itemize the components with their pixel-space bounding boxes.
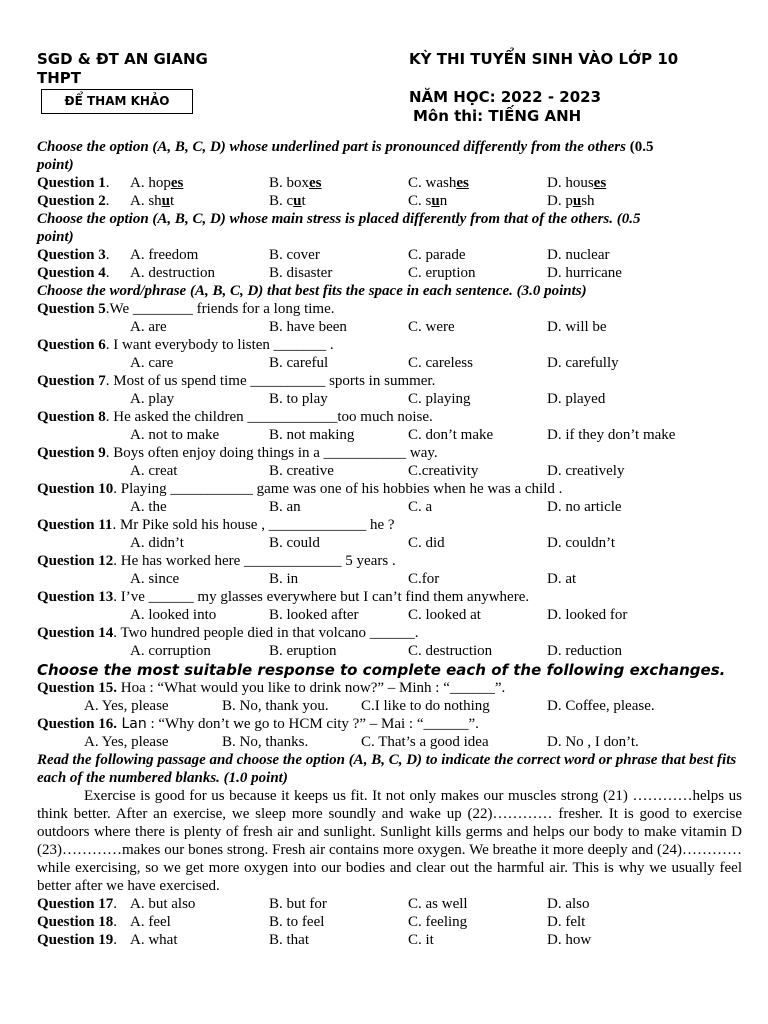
question-label: Question 1 [37,175,106,191]
section-3-instruction: Choose the word/phrase (A, B, C, D) that best fits the space in each sentence. (3.0 points) [37,283,587,299]
question-row [37,498,742,516]
label-separator: . [105,409,114,425]
label-separator: . [113,589,121,605]
question-label: Question 15. [37,680,118,696]
question-label: Question 3 [37,247,106,263]
question-stem [37,444,742,462]
question-row [37,733,742,751]
option-b: B. in [269,571,299,587]
question-label: Question 7 [37,373,106,389]
label-separator: . [105,445,114,461]
department-line: SGD & ĐT AN GIANG [37,50,208,68]
option-c: C. That’s a good idea [361,734,489,750]
option-b: B. creative [269,463,334,479]
question-label: Question 6 [37,337,106,353]
label-separator: . [105,337,114,353]
option-d: D. at [547,571,577,587]
section-1-instruction [37,138,742,174]
question-row: Question 1. A. hopes B. boxes C. washes D. houses [37,175,607,191]
option-c: C. parade [408,247,466,263]
option-a: A. feel [130,914,171,930]
points-unit: point) [37,229,74,245]
instruction-text: Choose the option (A, B, C, D) whose main stress is placed differently from that of the others. (0.5 [37,211,641,227]
question-stem [37,552,742,570]
option-d: D. No , I don’t. [547,734,639,750]
question-row [37,697,742,715]
option-c: C. it [408,932,434,948]
subject: Môn thi: TIẾNG ANH [413,107,582,125]
question-row: Question 3. A. freedom B. cover C. parade D. nuclear [37,247,610,263]
question-row: Question 4. A. destruction B. disaster C. eruption D. hurricane [37,265,622,281]
option-a: A. didn’t [130,535,184,551]
question-text: Boys often enjoy doing things in a ___________ way. [113,445,438,461]
option-b: B. No, thank you. [222,698,329,714]
question-label: Question 11 [37,517,113,533]
question-row [37,426,742,444]
option-a: A. freedom [130,247,199,263]
question-stem [37,336,742,354]
option-b: B. could [269,535,320,551]
option-c: C. did [408,535,445,551]
option-c: C. as well [408,896,468,912]
question-stem [37,300,742,318]
option-a: A. destruction [130,265,215,281]
option-d: D. nuclear [547,247,610,263]
question-row [37,570,742,588]
option-c: C. careless [408,355,473,371]
question-label: Question 5 [37,301,106,317]
option-b: B. cut [269,193,306,209]
option-a: A. what [130,932,178,948]
option-b: B. disaster [269,265,333,281]
label-separator: . [113,625,121,641]
exam-page [37,50,742,949]
option-a: A. Yes, please [84,698,169,714]
option-d: D. carefully [547,355,619,371]
option-d: D. if they don’t make [547,427,676,443]
label-separator: . [105,373,114,389]
option-b: B. careful [269,355,329,371]
option-b: B. cover [269,247,320,263]
option-c: C.I like to do nothing [361,698,490,714]
question-stem [37,624,742,642]
option-a: A. corruption [130,643,211,659]
option-a: A. Yes, please [84,734,169,750]
option-d: D. push [547,193,595,209]
option-a: A. the [130,499,167,515]
speaker-name: Lan [117,716,147,732]
option-d: D. houses [547,175,607,191]
option-d: D. Coffee, please. [547,698,655,714]
question-row: Question 2. A. shut B. cut C. sun D. push [37,193,595,209]
question-stem [37,516,742,534]
question-row [37,354,742,372]
question-row [37,534,742,552]
question-label: Question 10 [37,481,114,497]
question-row [37,462,742,480]
reference-box: ĐỂ THAM KHẢO [41,89,193,114]
option-c: C. were [408,319,455,335]
option-d: D. reduction [547,643,622,659]
option-b: B. eruption [269,643,337,659]
question-label: Question 8 [37,409,106,425]
option-c: C. a [408,499,433,515]
points: (0.5 [629,139,654,155]
option-c: C. feeling [408,914,468,930]
department-name [37,50,208,88]
option-b: B. looked after [269,607,359,623]
section-3-questions [37,300,742,660]
label-separator: . [113,481,121,497]
option-c: C. don’t make [408,427,494,443]
reading-passage: Exercise is good for us because it keeps us fit. It not only makes our muscles strong (21) …………helps us think better. After an exercise, we sleep more soundly and wake up (22)………… fresher. It is good to exercise outdoors where there is plenty of fresh air and sunlight. Sunlight kills germs and helps our body to make vitamin D (23)…………makes our bones strong. Fresh air contains more oxygen. We breathe it more deeply and (24)…………while exercising, so we get more oxygen into our bodies and clear out the harmful air. This is why we usually feel better after we have exercised. [37,788,742,894]
question-row [37,318,742,336]
question-text: He has worked here _____________ 5 years . [120,553,396,569]
question-text: We ________ friends for a long time. [109,301,335,317]
question-label: Question 12 [37,553,114,569]
option-b: B. that [269,932,309,948]
option-b: B. No, thanks. [222,734,309,750]
option-c: C. eruption [408,265,476,281]
question-stem [37,588,742,606]
points-unit: point) [37,157,74,173]
question-row: Question 18. A. feel B. to feel C. feeling D. felt [37,914,586,930]
question-text: I want everybody to listen _______ . [113,337,334,353]
option-a: A. care [130,355,174,371]
question-row [37,606,742,624]
option-d: D. felt [547,914,586,930]
option-d: D. hurricane [547,265,622,281]
question-row: Question 19. A. what B. that C. it D. how [37,932,592,948]
question-row: Question 17. A. but also B. but for C. as well D. also [37,896,590,912]
option-a: A. looked into [130,607,217,623]
option-d: D. no article [547,499,622,515]
question-text: : “Why don’t we go to HCM city ?” – Mai : “______”. [146,716,479,732]
question-text: Most of us spend time __________ sports in summer. [113,373,436,389]
option-a: A. creat [130,463,178,479]
option-a: A. play [130,391,175,407]
option-b: B. boxes [269,175,322,191]
option-d: D. creatively [547,463,625,479]
question-stem [37,372,742,390]
question-text: He asked the children ____________too much noise. [113,409,433,425]
option-a: A. shut [130,193,175,209]
option-b: B. to play [269,391,328,407]
question-label: Question 14 [37,625,114,641]
question-text: I’ve ______ my glasses everywhere but I can’t find them anywhere. [120,589,530,605]
question-label: Question 9 [37,445,106,461]
question-stem [37,679,742,697]
option-c: C. looked at [408,607,481,623]
option-d: D. couldn’t [547,535,616,551]
label-separator: . [112,517,120,533]
option-a: A. since [130,571,180,587]
section-2-instruction [37,210,742,246]
option-d: D. will be [547,319,607,335]
option-c: C. destruction [408,643,493,659]
option-b: B. not making [269,427,355,443]
option-d: D. played [547,391,606,407]
option-a: A. not to make [130,427,220,443]
question-label: Question 18 [37,914,114,930]
option-c: C.for [408,571,440,587]
question-label: Question 2 [37,193,106,209]
option-a: A. are [130,319,167,335]
option-c: C. sun [408,193,448,209]
option-a: A. hopes [130,175,184,191]
option-b: B. have been [269,319,347,335]
option-a: A. but also [130,896,196,912]
school-type-line: THPT [37,69,82,87]
exam-title: KỲ THI TUYỂN SINH VÀO LỚP 10 [409,50,679,68]
section-4-instruction: Choose the most suitable response to complete each of the following exchanges. [37,661,726,679]
exam-header [37,50,742,138]
question-label: Question 17 [37,896,114,912]
option-b: B. but for [269,896,327,912]
question-row [37,390,742,408]
question-label: Question 4 [37,265,106,281]
question-text: Hoa : “What would you like to drink now?” – Minh : “______”. [117,680,506,696]
option-d: D. how [547,932,592,948]
label-separator: . [105,301,110,317]
option-c: C.creativity [408,463,479,479]
instruction-text: Choose the option (A, B, C, D) whose underlined part is pronounced differently from the others [37,139,626,155]
option-b: B. to feel [269,914,325,930]
question-label: Question 13 [37,589,114,605]
section-5-questions [37,895,742,949]
question-stem [37,480,742,498]
option-c: C. playing [408,391,471,407]
option-d: D. looked for [547,607,628,623]
question-stem [37,715,742,733]
option-d: D. also [547,896,590,912]
question-stem [37,408,742,426]
question-text: Mr Pike sold his house , _____________ he ? [119,517,395,533]
question-row [37,642,742,660]
option-b: B. an [269,499,301,515]
option-c: C. washes [408,175,469,191]
question-text: Two hundred people died in that volcano ______. [120,625,419,641]
question-text: Playing ___________ game was one of his hobbies when he was a child . [120,481,563,497]
question-label: Question 16. [37,716,118,732]
question-label: Question 19 [37,932,114,948]
school-year: NĂM HỌC: 2022 - 2023 [409,88,602,106]
section-5-instruction: Read the following passage and choose the option (A, B, C, D) to indicate the correct word or phrase that best fits each of the numbered blanks. (1.0 point) [37,752,737,786]
label-separator: . [113,553,121,569]
